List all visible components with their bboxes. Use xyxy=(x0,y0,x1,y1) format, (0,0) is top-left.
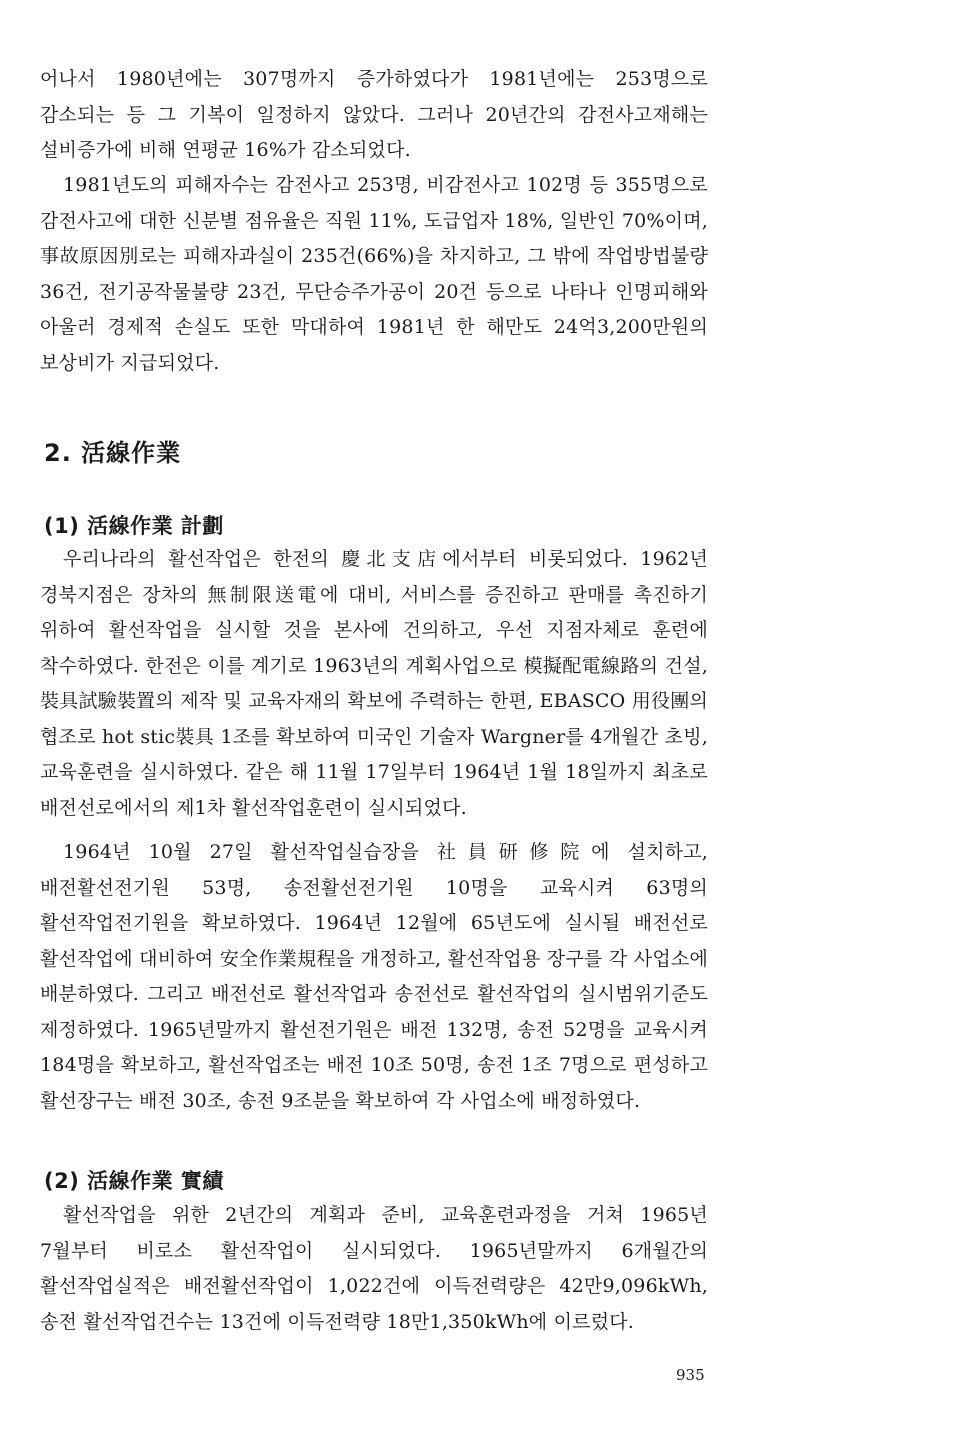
paragraph-accident-statistics: 1981년도의 피해자수는 감전사고 253명, 비감전사고 102명 등 355명으로 감전사고에 대한 신분별 점유율은 직원 11%, 도급업자 18%, 일반인 70%이며, 事故原因別로는 피해자과실이 235건(66%)을 차지하고, 그 밖에 작업방법불량 36건, 전기공작물불량 23건, 무단승주가공이 20건 등으로 나타나 인명피해와 아울러 경제적 손실도 또한 막대하여 1981년 한 해만도 24억3,200만원의 보상비가 지급되었다. xyxy=(40,174,708,374)
paragraph-continuation: 어나서 1980년에는 307명까지 증가하였다가 1981년에는 253명으로 감소되는 등 그 기복이 일정하지 않았다. 그러나 20년간의 감전사고재해는 설비증가에 비해 연평균 16%가 감소되었다. xyxy=(40,68,708,161)
section-heading-live-line-work: 2. 活線作業 xyxy=(44,439,182,467)
page-number: 935 xyxy=(676,1366,705,1384)
paragraph-plan-history: 우리나라의 활선작업은 한전의 慶北支店에서부터 비롯되었다. 1962년 경북지점은 장차의 無制限送電에 대비, 서비스를 증진하고 판매를 촉진하기 위하여 활선작업을 실시할 것을 본사에 건의하고, 우선 지점자체로 훈련에 착수하였다. 한전은 이를 계기로 1963년의 계획사업으로 模擬配電線路의 건설, 裝具試驗裝置의 제작 및 교육자재의 확보에 주력하는 한편, EBASCO 用役團의 협조로 hot stic裝具 1조를 확보하여 미국인 기술자 Wargner를 4개월간 초빙, 교육훈련을 실시하였다. 같은 해 11월 17일부터 1964년 1월 18일까지 최초로 배전선로에서의 제1차 활선작업훈련이 실시되었다. xyxy=(40,548,708,819)
subsection-heading-results: (2) 活線作業 實績 xyxy=(44,1169,224,1193)
subsection-heading-plan: (1) 活線作業 計劃 xyxy=(44,514,224,538)
paragraph-results: 활선작업을 위한 2년간의 계획과 준비, 교육훈련과정을 거쳐 1965년 7월부터 비로소 활선작업이 실시되었다. 1965년말까지 6개월간의 활선작업실적은 배전활선작업이 1,022건에 이득전력량은 42만9,096kWh, 송전 활선작업건수는 13건에 이득전력량 18만1,350kWh에 이르렀다. xyxy=(40,1204,708,1333)
paragraph-plan-training: 1964년 10월 27일 활선작업실습장을 社員研修院에 설치하고, 배전활선전기원 53명, 송전활선전기원 10명을 교육시켜 63명의 활선작업전기원을 확보하였다. 1964년 12월에 65년도에 실시될 배전선로 활선작업에 대비하여 安全作業規程을 개정하고, 활선작업용 장구를 각 사업소에 배분하였다. 그리고 배전선로 활선작업과 송전선로 활선작업의 실시범위기준도 제정하였다. 1965년말까지 활선전기원은 배전 132명, 송전 52명을 교육시켜 184명을 확보하고, 활선작업조는 배전 10조 50명, 송전 1조 7명으로 편성하고 활선장구는 배전 30조, 송전 9조분을 확보하여 각 사업소에 배정하였다. xyxy=(40,841,708,1112)
